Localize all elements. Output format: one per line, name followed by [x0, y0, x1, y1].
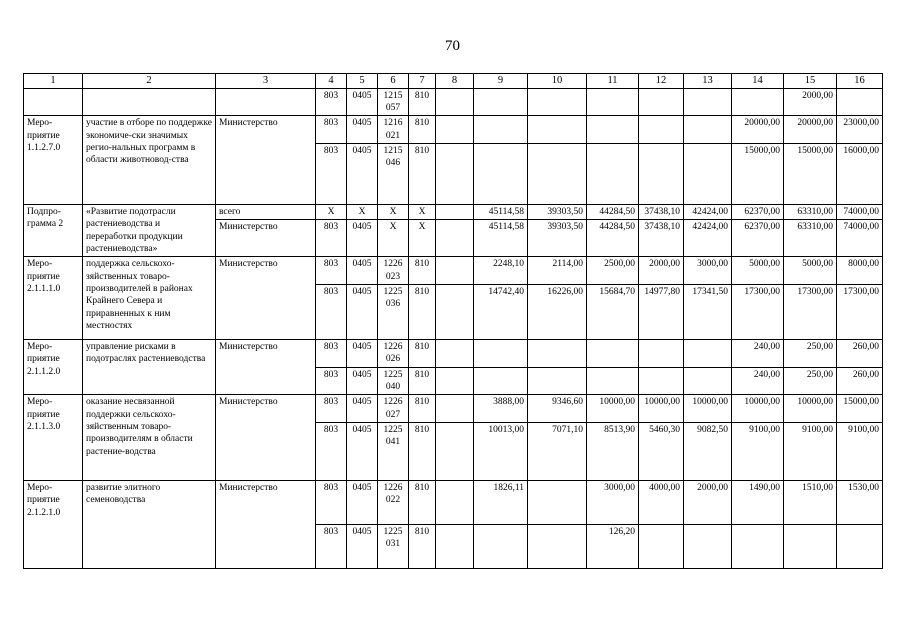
- cell-c13: [684, 340, 732, 368]
- cell-c6: 1225 031: [378, 525, 409, 569]
- cell-c16: 9100,00: [837, 423, 883, 481]
- cell-c7: 810: [409, 525, 436, 569]
- cell-c16: 17300,00: [837, 285, 883, 340]
- cell-c14: 62370,00: [732, 205, 784, 220]
- cell-c13: [684, 88, 732, 116]
- header-cell: 5: [347, 74, 378, 89]
- table-row: [24, 340, 883, 368]
- cell-c12: 37438,10: [639, 220, 684, 257]
- cell-c13: [684, 367, 732, 395]
- cell-c7: 810: [409, 395, 436, 423]
- cell-c16: [837, 525, 883, 569]
- cell-c12: [639, 367, 684, 395]
- table-row: [24, 88, 883, 116]
- cell-c9: 45114,58: [474, 205, 528, 220]
- cell-c8: [436, 257, 474, 285]
- cell-c12: [639, 340, 684, 368]
- cell-c14: 1490,00: [732, 481, 784, 525]
- header-cell: 4: [316, 74, 347, 89]
- cell-c3: Министерство: [216, 395, 316, 481]
- cell-c5: 0405: [347, 116, 378, 144]
- cell-c4: 803: [316, 88, 347, 116]
- header-cell: 16: [837, 74, 883, 89]
- cell-c1: Меро- приятие 2.1.1.1.0: [24, 257, 83, 340]
- cell-c1: Меро- приятие 2.1.1.2.0: [24, 340, 83, 395]
- cell-c1: Подпро- грамма 2: [24, 205, 83, 257]
- cell-c6: 1225 040: [378, 367, 409, 395]
- cell-c6: Х: [378, 220, 409, 257]
- cell-c8: [436, 205, 474, 220]
- cell-c12: 2000,00: [639, 257, 684, 285]
- cell-c10: 16226,00: [528, 285, 587, 340]
- cell-c9: [474, 88, 528, 116]
- cell-c6: 1226 023: [378, 257, 409, 285]
- cell-c16: 74000,00: [837, 205, 883, 220]
- cell-c12: 37438,10: [639, 205, 684, 220]
- cell-c9: [474, 525, 528, 569]
- cell-c8: [436, 144, 474, 205]
- header-cell: 2: [83, 74, 216, 89]
- budget-table: [23, 73, 883, 569]
- cell-c15: 9100,00: [784, 423, 837, 481]
- cell-c7: 810: [409, 88, 436, 116]
- cell-c7: 810: [409, 481, 436, 525]
- cell-c9: 3888,00: [474, 395, 528, 423]
- header-cell: 8: [436, 74, 474, 89]
- header-row: [24, 74, 883, 89]
- cell-c4: 803: [316, 144, 347, 205]
- cell-c5: 0405: [347, 220, 378, 257]
- cell-c15: 250,00: [784, 340, 837, 368]
- cell-c10: 39303,50: [528, 220, 587, 257]
- cell-c10: [528, 116, 587, 144]
- cell-c3: Министерство: [216, 340, 316, 395]
- cell-c2: оказание несвязанной поддержки сельскохо-зяйственным товаро-производителям в области растение-водства: [83, 395, 216, 481]
- cell-c7: 810: [409, 340, 436, 368]
- cell-c14: 62370,00: [732, 220, 784, 257]
- cell-c5: 0405: [347, 395, 378, 423]
- cell-c4: 803: [316, 367, 347, 395]
- cell-c7: 810: [409, 116, 436, 144]
- cell-c10: [528, 367, 587, 395]
- cell-c13: [684, 525, 732, 569]
- header-cell: 13: [684, 74, 732, 89]
- cell-c5: 0405: [347, 423, 378, 481]
- cell-c10: 39303,50: [528, 205, 587, 220]
- header-cell: 7: [409, 74, 436, 89]
- header-cell: 11: [587, 74, 639, 89]
- cell-c6: 1226 026: [378, 340, 409, 368]
- cell-c9: 1826,11: [474, 481, 528, 525]
- cell-c11: [587, 88, 639, 116]
- table-row: [24, 116, 883, 144]
- cell-c8: [436, 116, 474, 144]
- cell-c11: 3000,00: [587, 481, 639, 525]
- cell-c10: [528, 144, 587, 205]
- cell-c9: [474, 367, 528, 395]
- cell-c5: 0405: [347, 257, 378, 285]
- cell-c7: Х: [409, 220, 436, 257]
- cell-c1: Меро- приятие 2.1.1.3.0: [24, 395, 83, 481]
- cell-c1: Меро- приятие 2.1.2.1.0: [24, 481, 83, 569]
- cell-c4: 803: [316, 395, 347, 423]
- cell-c14: [732, 525, 784, 569]
- cell-c4: 803: [316, 525, 347, 569]
- cell-c7: Х: [409, 205, 436, 220]
- cell-c7: 810: [409, 423, 436, 481]
- cell-c16: 260,00: [837, 340, 883, 368]
- cell-c4: Х: [316, 205, 347, 220]
- cell-c11: 8513,90: [587, 423, 639, 481]
- cell-c6: 1225 036: [378, 285, 409, 340]
- cell-c6: 1215 057: [378, 88, 409, 116]
- cell-c8: [436, 525, 474, 569]
- table-body: [24, 88, 883, 569]
- cell-c5: 0405: [347, 88, 378, 116]
- cell-c7: 810: [409, 257, 436, 285]
- cell-c13: [684, 144, 732, 205]
- cell-c10: 7071,10: [528, 423, 587, 481]
- cell-c12: [639, 88, 684, 116]
- cell-c15: 250,00: [784, 367, 837, 395]
- cell-c5: 0405: [347, 285, 378, 340]
- cell-c16: [837, 88, 883, 116]
- cell-c13: 3000,00: [684, 257, 732, 285]
- cell-c13: 9082,50: [684, 423, 732, 481]
- cell-c16: 23000,00: [837, 116, 883, 144]
- cell-c16: 1530,00: [837, 481, 883, 525]
- cell-c6: 1226 027: [378, 395, 409, 423]
- cell-c10: [528, 481, 587, 525]
- page-number: 70: [445, 38, 460, 54]
- cell-c15: 10000,00: [784, 395, 837, 423]
- cell-c5: 0405: [347, 144, 378, 205]
- cell-c8: [436, 285, 474, 340]
- cell-c1: Меро- приятие 1.1.2.7.0: [24, 116, 83, 205]
- cell-c7: 810: [409, 367, 436, 395]
- cell-c9: [474, 340, 528, 368]
- cell-c9: 10013,00: [474, 423, 528, 481]
- cell-c8: [436, 220, 474, 257]
- header-cell: 1: [24, 74, 83, 89]
- cell-c15: [784, 525, 837, 569]
- cell-c4: 803: [316, 481, 347, 525]
- cell-c9: 14742,40: [474, 285, 528, 340]
- cell-c15: 15000,00: [784, 144, 837, 205]
- cell-c9: 45114,58: [474, 220, 528, 257]
- cell-c9: [474, 116, 528, 144]
- cell-c5: Х: [347, 205, 378, 220]
- cell-c15: 2000,00: [784, 88, 837, 116]
- cell-c11: 15684,70: [587, 285, 639, 340]
- cell-c2: управление рисками в подотраслях растениеводства: [83, 340, 216, 395]
- cell-c5: 0405: [347, 525, 378, 569]
- cell-c13: 42424,00: [684, 220, 732, 257]
- header-cell: 9: [474, 74, 528, 89]
- header-cell: 12: [639, 74, 684, 89]
- cell-c12: [639, 116, 684, 144]
- cell-c4: 803: [316, 220, 347, 257]
- cell-c13: 10000,00: [684, 395, 732, 423]
- cell-c15: 63310,00: [784, 220, 837, 257]
- cell-c11: 10000,00: [587, 395, 639, 423]
- header-cell: 6: [378, 74, 409, 89]
- cell-c14: 17300,00: [732, 285, 784, 340]
- cell-c4: 803: [316, 423, 347, 481]
- cell-c12: [639, 144, 684, 205]
- cell-c7: 810: [409, 144, 436, 205]
- header-cell: 10: [528, 74, 587, 89]
- cell-c16: 15000,00: [837, 395, 883, 423]
- cell-c13: 2000,00: [684, 481, 732, 525]
- cell-c11: 44284,50: [587, 220, 639, 257]
- header-cell: 14: [732, 74, 784, 89]
- cell-c4: 803: [316, 257, 347, 285]
- cell-c11: 44284,50: [587, 205, 639, 220]
- table-row: [24, 481, 883, 525]
- cell-c8: [436, 340, 474, 368]
- cell-c4: 803: [316, 340, 347, 368]
- cell-c2: «Развитие подотрасли растениеводства и переработки продукции растениеводства»: [83, 205, 216, 257]
- cell-c2: поддержка сельскохо-зяйственных товаро-производителей в районах Крайнего Севера и приравненных к ним местностях: [83, 257, 216, 340]
- cell-c8: [436, 395, 474, 423]
- cell-c6: 1225 041: [378, 423, 409, 481]
- cell-c10: 2114,00: [528, 257, 587, 285]
- cell-c14: 15000,00: [732, 144, 784, 205]
- cell-c10: [528, 88, 587, 116]
- cell-c11: [587, 116, 639, 144]
- cell-c3: Министерство: [216, 220, 316, 257]
- cell-c14: 20000,00: [732, 116, 784, 144]
- header-cell: 15: [784, 74, 837, 89]
- cell-c2: развитие элитного семеноводства: [83, 481, 216, 569]
- cell-c11: 126,20: [587, 525, 639, 569]
- cell-c6: 1216 021: [378, 116, 409, 144]
- cell-c2: [83, 88, 216, 116]
- cell-c12: 5460,30: [639, 423, 684, 481]
- cell-c14: 240,00: [732, 367, 784, 395]
- cell-c6: 1215 046: [378, 144, 409, 205]
- cell-c9: 2248,10: [474, 257, 528, 285]
- cell-c12: [639, 525, 684, 569]
- cell-c15: 63310,00: [784, 205, 837, 220]
- cell-c8: [436, 88, 474, 116]
- cell-c15: 1510,00: [784, 481, 837, 525]
- cell-c14: 5000,00: [732, 257, 784, 285]
- cell-c14: 240,00: [732, 340, 784, 368]
- cell-c3: всего: [216, 205, 316, 220]
- cell-c13: [684, 116, 732, 144]
- cell-c5: 0405: [347, 481, 378, 525]
- cell-c8: [436, 423, 474, 481]
- cell-c11: [587, 340, 639, 368]
- cell-c4: 803: [316, 116, 347, 144]
- cell-c9: [474, 144, 528, 205]
- cell-c14: [732, 88, 784, 116]
- cell-c13: 42424,00: [684, 205, 732, 220]
- cell-c15: 5000,00: [784, 257, 837, 285]
- cell-c8: [436, 481, 474, 525]
- cell-c16: 8000,00: [837, 257, 883, 285]
- cell-c5: 0405: [347, 340, 378, 368]
- cell-c11: [587, 144, 639, 205]
- cell-c6: Х: [378, 205, 409, 220]
- cell-c12: 4000,00: [639, 481, 684, 525]
- cell-c8: [436, 367, 474, 395]
- cell-c10: [528, 525, 587, 569]
- cell-c13: 17341,50: [684, 285, 732, 340]
- cell-c11: 2500,00: [587, 257, 639, 285]
- header-cell: 3: [216, 74, 316, 89]
- cell-c10: 9346,60: [528, 395, 587, 423]
- cell-c3: Министерство: [216, 257, 316, 340]
- cell-c1: [24, 88, 83, 116]
- cell-c3: [216, 88, 316, 116]
- cell-c14: 10000,00: [732, 395, 784, 423]
- cell-c14: 9100,00: [732, 423, 784, 481]
- cell-c15: 17300,00: [784, 285, 837, 340]
- cell-c16: 74000,00: [837, 220, 883, 257]
- cell-c7: 810: [409, 285, 436, 340]
- table-row: [24, 257, 883, 285]
- cell-c10: [528, 340, 587, 368]
- cell-c12: 14977,80: [639, 285, 684, 340]
- cell-c3: Министерство: [216, 116, 316, 205]
- cell-c6: 1226 022: [378, 481, 409, 525]
- cell-c15: 20000,00: [784, 116, 837, 144]
- table-row: [24, 395, 883, 423]
- cell-c16: 260,00: [837, 367, 883, 395]
- cell-c2: участие в отборе по поддержке экономиче-ски значимых регио-нальных программ в области животновод-ства: [83, 116, 216, 205]
- cell-c12: 10000,00: [639, 395, 684, 423]
- cell-c16: 16000,00: [837, 144, 883, 205]
- table-row: [24, 205, 883, 220]
- cell-c11: [587, 367, 639, 395]
- cell-c5: 0405: [347, 367, 378, 395]
- cell-c4: 803: [316, 285, 347, 340]
- cell-c3: Министерство: [216, 481, 316, 569]
